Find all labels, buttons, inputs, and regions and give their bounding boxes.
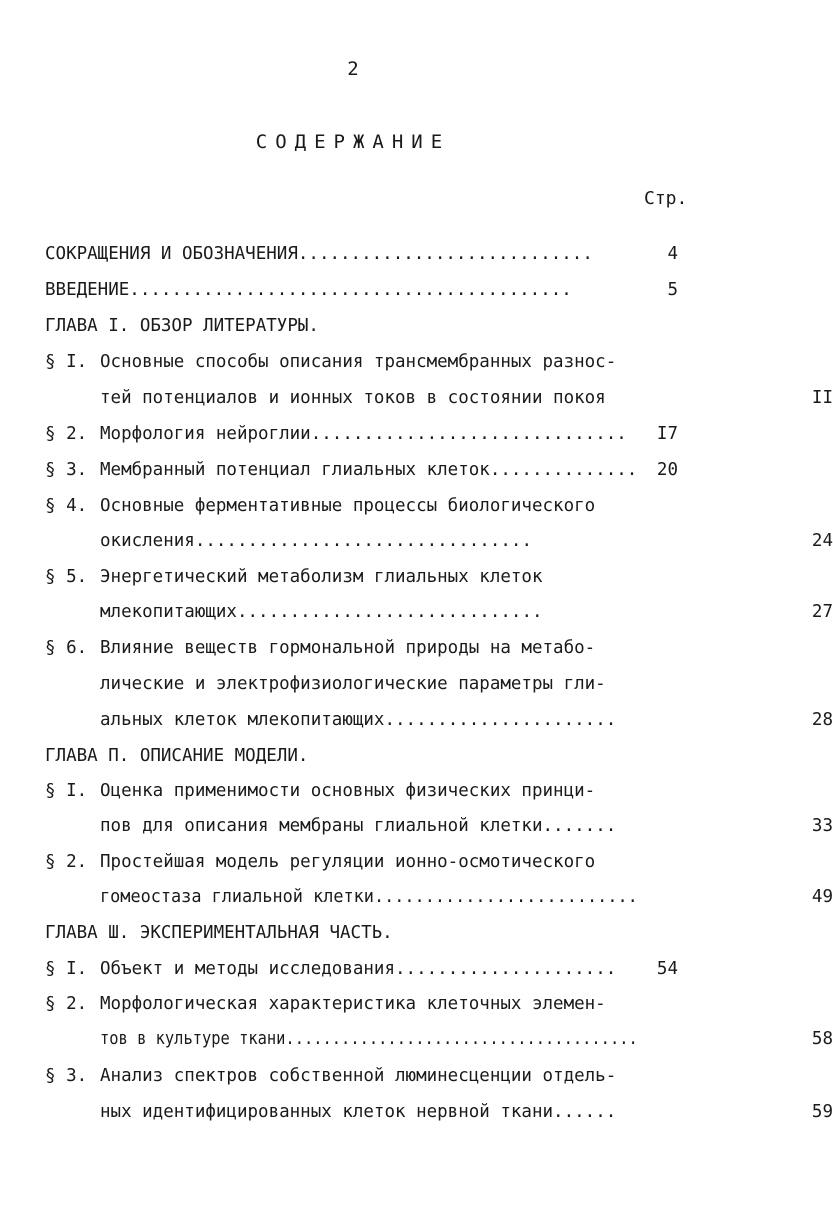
toc-leader: .............................: [236, 602, 543, 622]
page-column-header: Стр.: [644, 188, 688, 209]
section-number: § 3.: [45, 460, 88, 480]
toc-entry-text: Простейшая модель регуляции ионно-осмотического: [100, 852, 596, 872]
toc-leader: ..........................................: [129, 280, 572, 300]
toc-entry-continuation: [100, 670, 741, 698]
toc-entry: [45, 456, 686, 484]
toc-entry-text: Энергетический метаболизм глиальных клеток: [100, 567, 543, 587]
toc-entry: [45, 990, 686, 1018]
toc-entry-text: Влияние веществ гормональной природы на метабо-: [100, 638, 596, 658]
toc-entry-text: Основные способы описания трансмембранных разнос-: [100, 352, 617, 372]
toc-entry: [45, 492, 686, 520]
toc-entry-text: гомеостаза глиальной клетки: [100, 887, 374, 907]
toc-entry-text: СОКРАЩЕНИЯ И ОБОЗНАЧЕНИЯ: [45, 244, 298, 264]
toc-entry-text: Морфологическая характеристика клеточных элемен-: [100, 994, 606, 1014]
toc-entry: [45, 420, 686, 448]
section-number: § I.: [45, 352, 88, 372]
chapter-heading-text: ГЛАВА I. ОБЗОР ЛИТЕРАТУРЫ.: [45, 316, 319, 336]
toc-leader: ............................: [297, 244, 593, 264]
toc-entry-continuation: [100, 883, 833, 911]
toc-leader: ..............: [489, 460, 638, 480]
toc-entry-continuation: [100, 1098, 833, 1126]
toc-entry-text: окисления: [100, 531, 195, 551]
toc-leader: .....................: [395, 959, 617, 979]
toc-page-number: 54: [656, 959, 678, 979]
toc-page-number: 20: [656, 460, 678, 480]
section-number: § 2.: [45, 994, 88, 1014]
toc-leader: ..........................: [352, 424, 627, 444]
toc-entry-text: лические и электрофизиологические параметры гли-: [100, 674, 606, 694]
toc-entry-text: Объект и методы исследования: [100, 959, 396, 979]
toc-page-number: II: [811, 388, 833, 408]
toc-entry: [45, 348, 686, 376]
toc-leader: ......................................: [285, 1029, 638, 1049]
toc-entry: [45, 563, 686, 591]
section-number: § 2.: [45, 424, 88, 444]
toc-entry-text: Морфология нейроглии....: [100, 424, 353, 444]
toc-page-number: 24: [811, 531, 833, 551]
toc-entry-text: альных клеток млекопитающих: [100, 710, 385, 730]
toc-page-number: 33: [811, 816, 833, 836]
toc-entry-text: млекопитающих: [100, 602, 237, 622]
toc-page-number: 5: [667, 280, 678, 300]
section-number: § I.: [45, 781, 88, 801]
contents-title: СОДЕРЖАНИЕ: [255, 131, 451, 153]
toc-page-number: 27: [811, 602, 833, 622]
toc-leader: ................................: [194, 531, 532, 551]
toc-entry-continuation: [100, 384, 833, 412]
toc-entry: [45, 955, 686, 983]
toc-entry-text: тов в культуре ткани: [100, 1029, 286, 1049]
toc-page-number: I7: [656, 424, 678, 444]
chapter-heading-text: ГЛАВА Ш. ЭКСПЕРИМЕНТАЛЬНАЯ ЧАСТЬ.: [45, 923, 393, 943]
toc-entry-text: тей потенциалов и ионных токов в состоянии покоя: [100, 388, 606, 408]
toc-entry-text: Основные ферментативные процессы биологического: [100, 496, 596, 516]
section-number: § 3.: [45, 1066, 88, 1086]
toc-entry: [45, 777, 686, 805]
section-number: § 2.: [45, 852, 88, 872]
toc-entry-text: ВВЕДЕНИЕ: [45, 280, 130, 300]
toc-page-number: 59: [811, 1102, 833, 1122]
section-number: § 6.: [45, 638, 88, 658]
chapter-heading: [45, 919, 686, 947]
toc-entry-continuation: [100, 598, 833, 626]
toc-leader: ......................: [384, 710, 617, 730]
toc-entry-continuation: [100, 812, 833, 840]
toc-entry-continuation: [100, 1025, 833, 1053]
toc-entry: [45, 1062, 686, 1090]
toc-leader: .......: [542, 816, 617, 836]
toc-entry: [45, 276, 686, 304]
toc-page-number: 58: [811, 1029, 833, 1049]
chapter-heading-text: ГЛАВА П. ОПИСАНИЕ МОДЕЛИ.: [45, 746, 309, 766]
toc-entry: [45, 848, 686, 876]
toc-leader: ..........................: [373, 887, 638, 907]
toc-entry-text: Анализ спектров собственной люминесценции отдель-: [100, 1066, 617, 1086]
chapter-heading: [45, 742, 686, 770]
toc-page-number: 28: [811, 710, 833, 730]
toc-page-number: 49: [811, 887, 833, 907]
toc-entry: [45, 240, 686, 268]
page-number: 2: [347, 58, 359, 80]
toc-entry-text: пов для описания мембраны глиальной клетки: [100, 816, 543, 836]
chapter-heading: [45, 312, 686, 340]
toc-entry-text: Оценка применимости основных физических принци-: [100, 781, 596, 801]
section-number: § I.: [45, 959, 88, 979]
section-number: § 4.: [45, 496, 88, 516]
toc-entry-continuation: [100, 706, 833, 734]
toc-entry-text: ных идентифицированных клеток нервной ткани: [100, 1102, 554, 1122]
toc-entry-continuation: [100, 527, 833, 555]
toc-leader: ......: [553, 1102, 617, 1122]
section-number: § 5.: [45, 567, 88, 587]
toc-entry: [45, 634, 686, 662]
toc-entry-text: Мембранный потенциал глиальных клеток: [100, 460, 490, 480]
toc-page-number: 4: [667, 244, 678, 264]
